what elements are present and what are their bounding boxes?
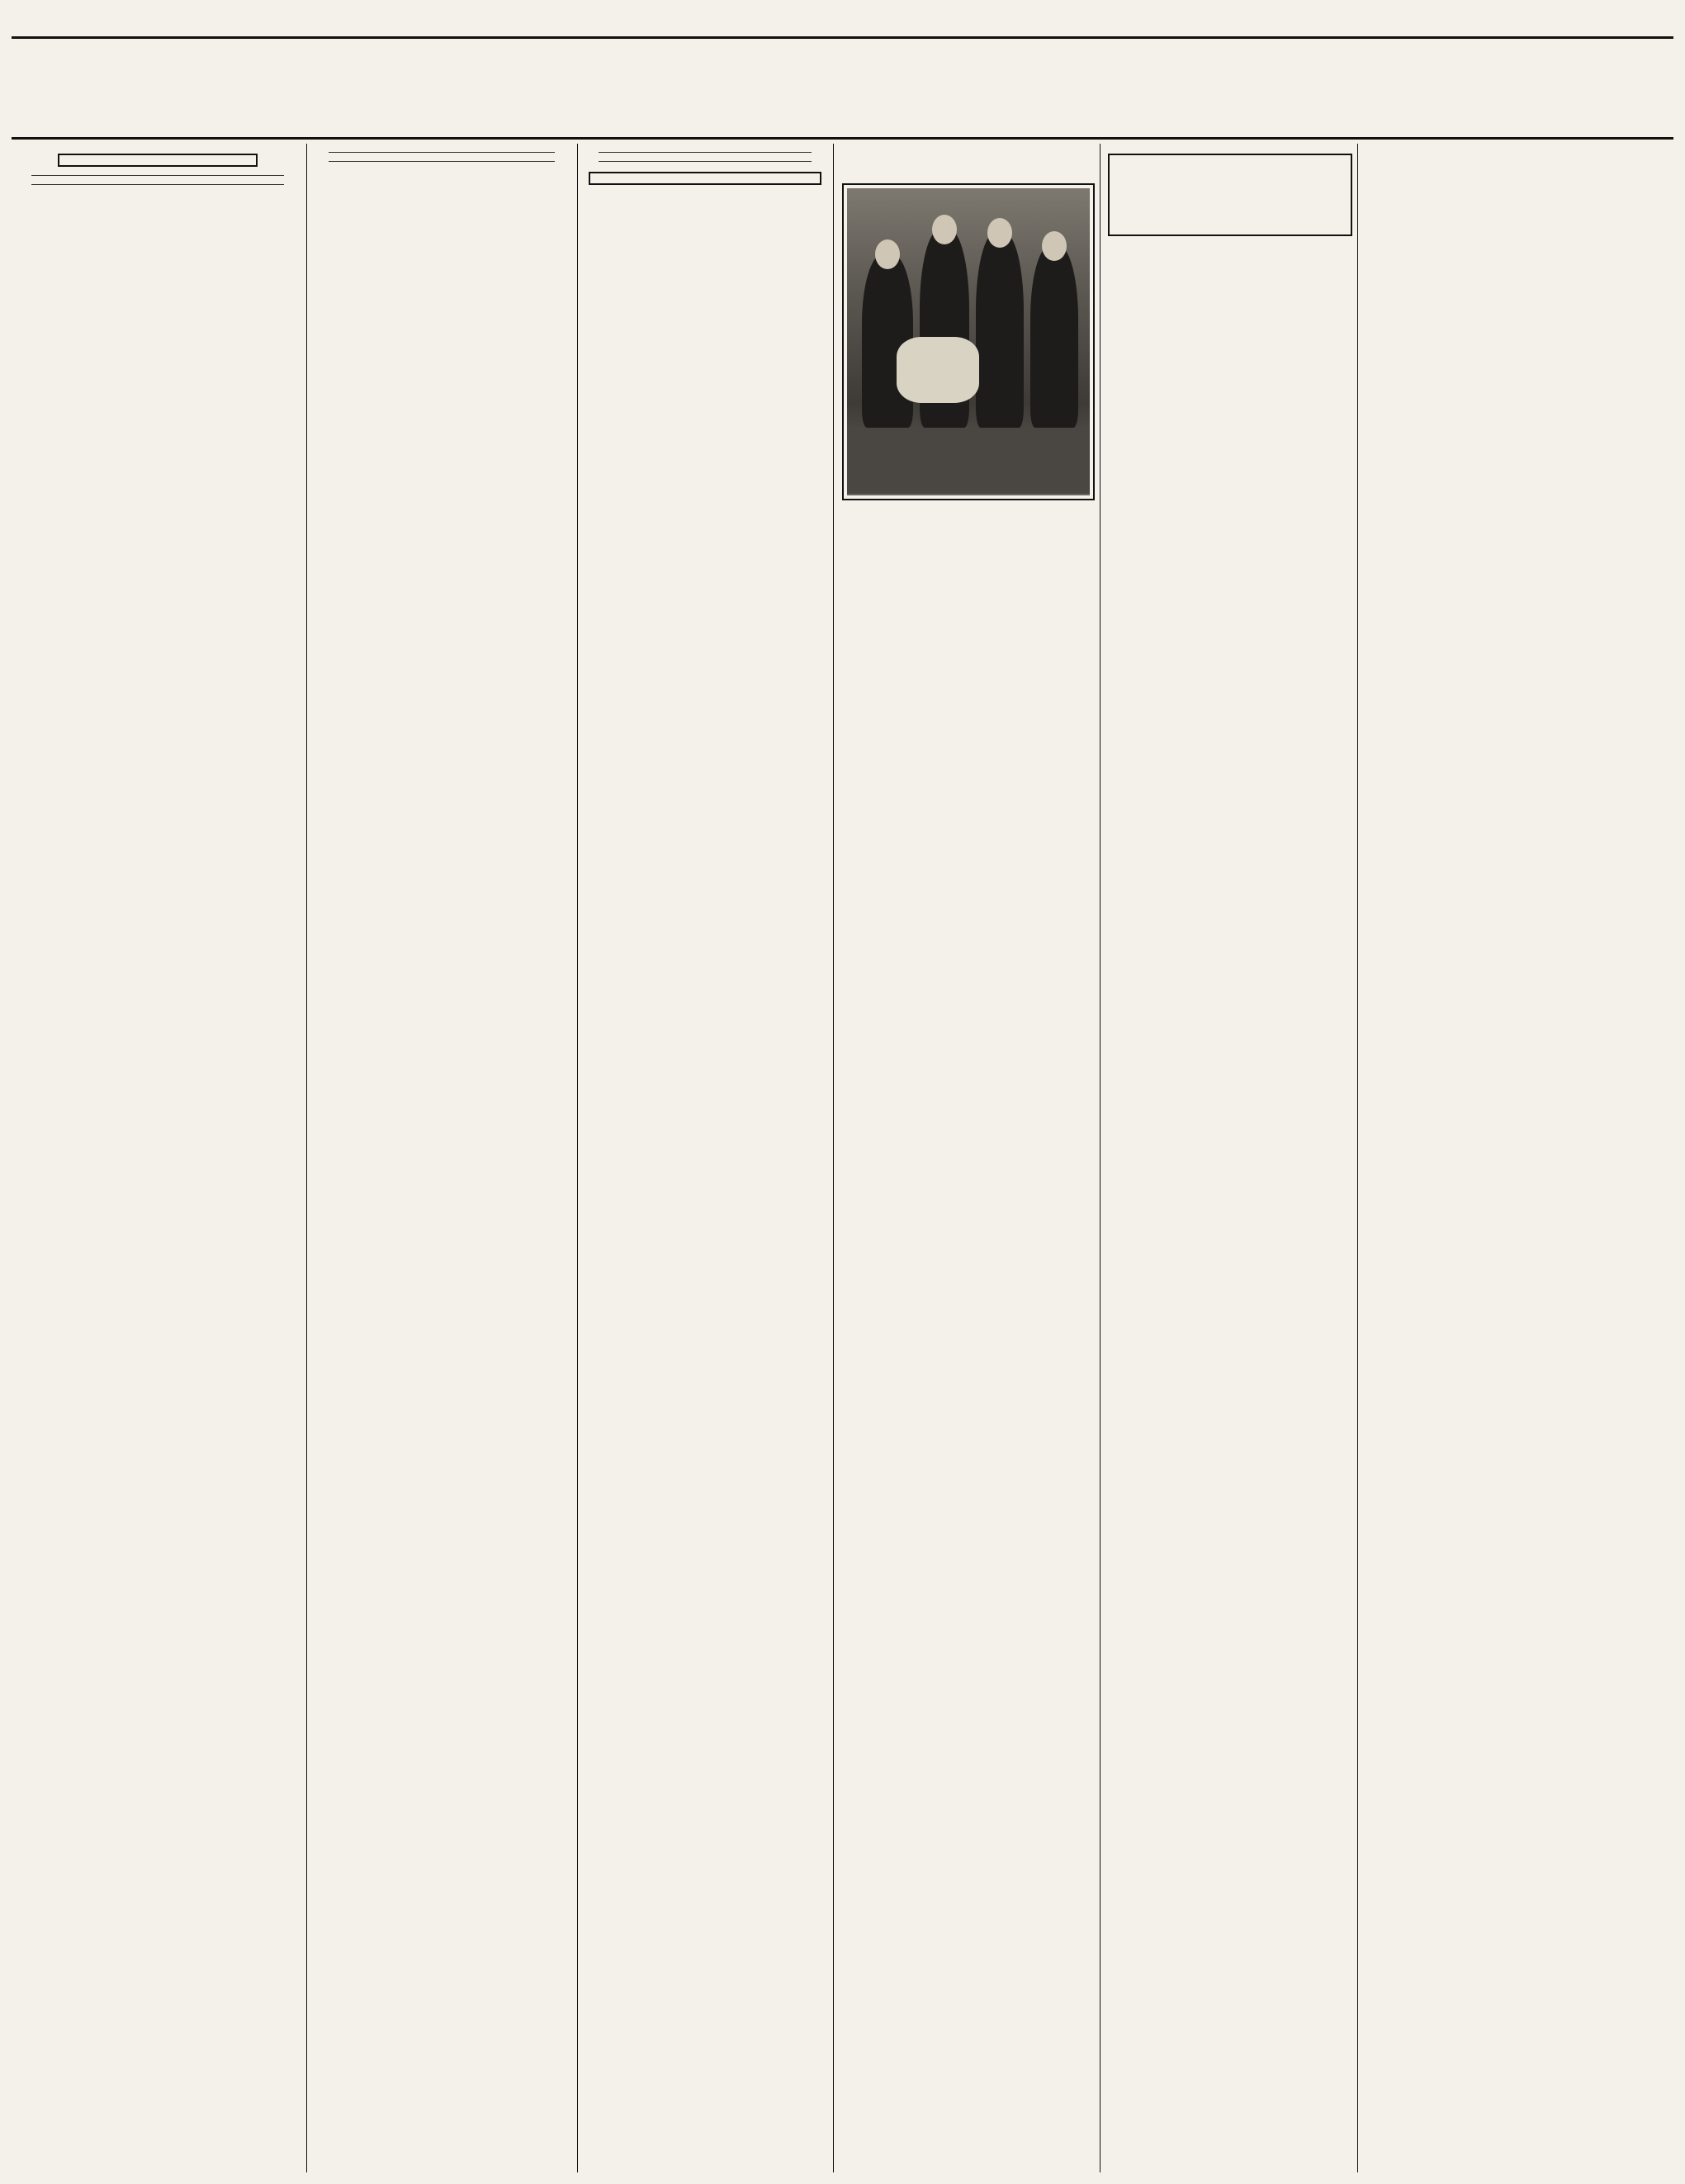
- connecticut-section-title: [589, 172, 821, 185]
- divider: [31, 184, 284, 185]
- family-photo-frame: [842, 183, 1095, 500]
- column-rule: [306, 144, 307, 2172]
- divider: [599, 161, 812, 162]
- five-generations-feature: [840, 149, 1094, 155]
- banner-divider: [805, 48, 904, 130]
- banner-right-title: [941, 48, 1668, 130]
- divider: [329, 152, 555, 153]
- divider: [329, 161, 555, 162]
- top-rule: [12, 36, 1673, 39]
- divider: [599, 152, 812, 153]
- column-rule: [833, 144, 834, 2172]
- banner-rule: [12, 137, 1673, 140]
- banner-left-title: [21, 48, 642, 130]
- column-rule: [1357, 144, 1358, 2172]
- family-photo: [847, 188, 1090, 495]
- column-new-jersey: [17, 147, 299, 2169]
- column-rule: [577, 144, 578, 2172]
- section-title-new-jersey: [58, 154, 258, 167]
- column-passaic-somerville: [314, 147, 570, 2169]
- pullman-box: [1108, 154, 1352, 236]
- divider: [31, 175, 284, 176]
- running-head: [15, 10, 1670, 35]
- column-paterson-princeton: [584, 147, 826, 2169]
